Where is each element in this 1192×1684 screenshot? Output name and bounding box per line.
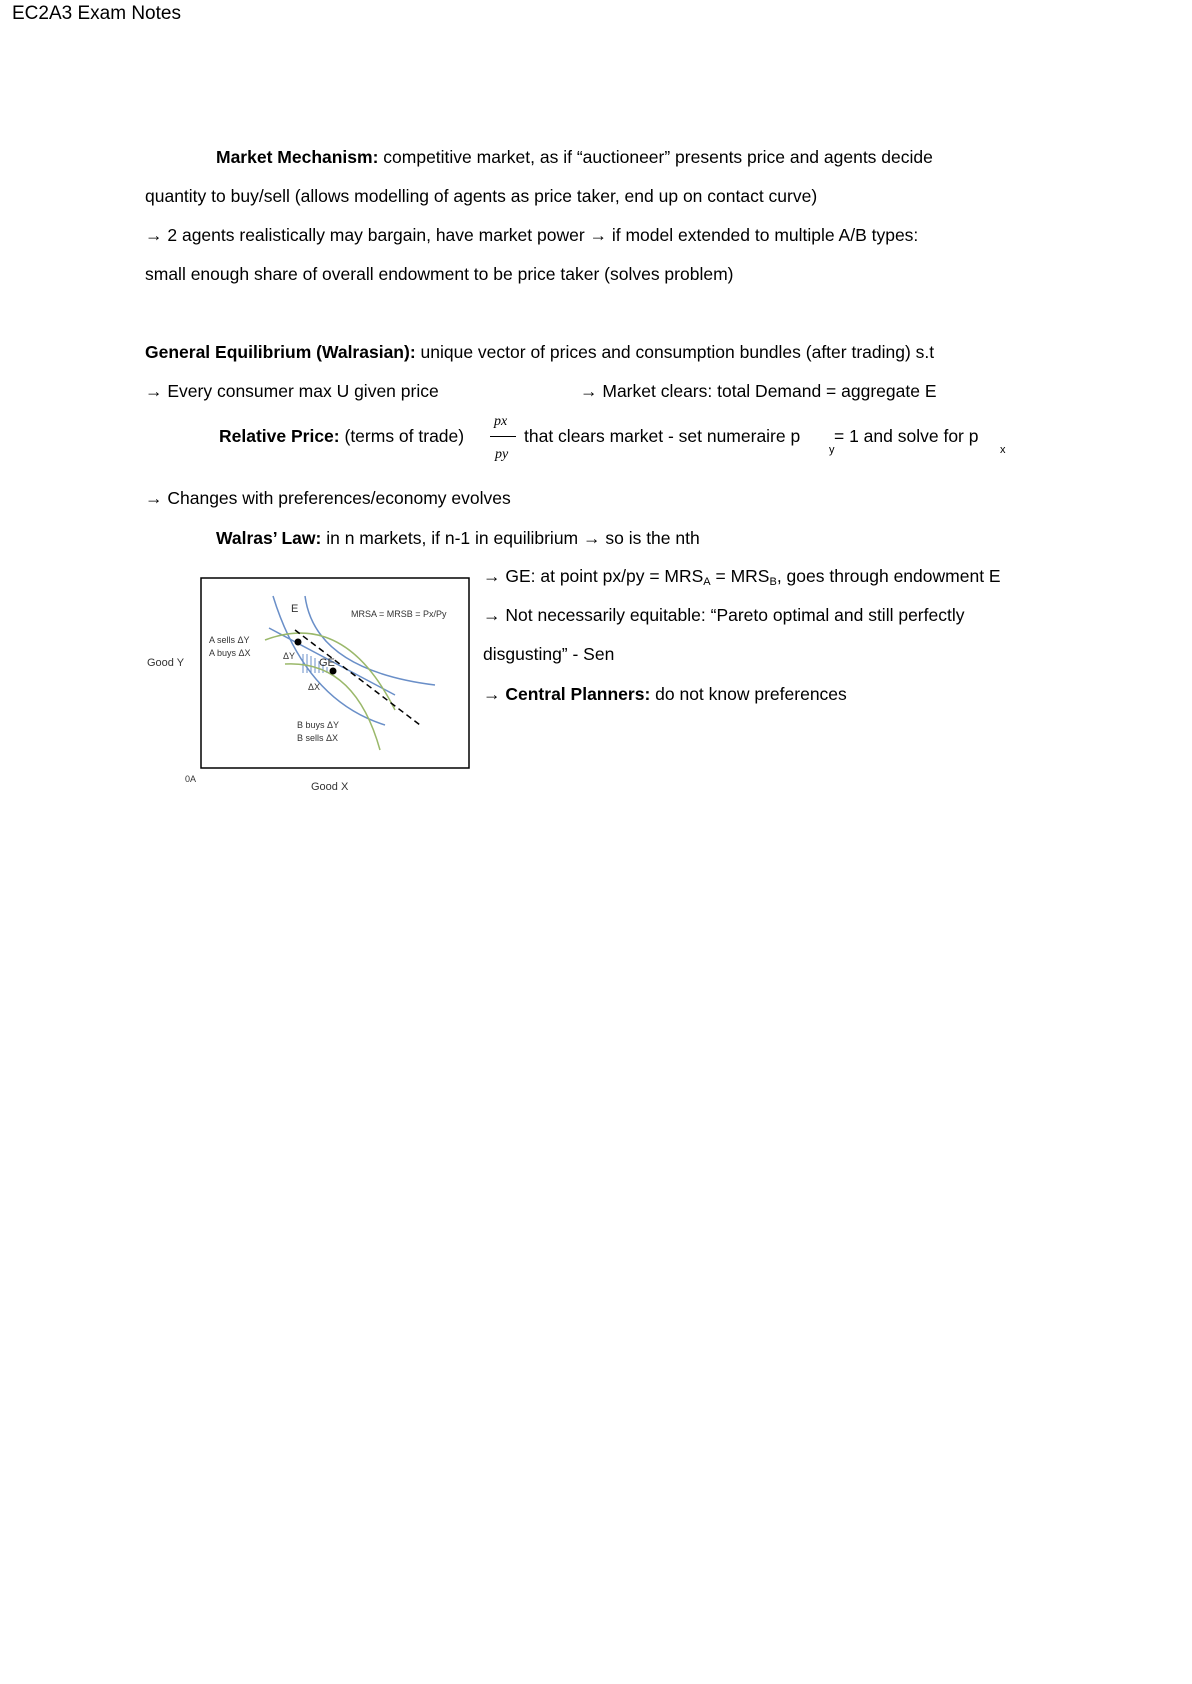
market-mechanism-term: Market Mechanism: bbox=[216, 147, 379, 167]
delta-x-label: ΔX bbox=[308, 682, 321, 692]
general-equilibrium-term: General Equilibrium (Walrasian): bbox=[145, 342, 416, 362]
planners-term: Central Planners: bbox=[505, 684, 651, 704]
b-buys-label: B buys ΔY bbox=[297, 720, 340, 730]
ge-bullet-right: → Market clears: total Demand = aggregate E bbox=[580, 381, 937, 401]
relative-price-mid: = 1 and solve for p bbox=[834, 426, 979, 446]
mrs-label: MRSA = MRSB = Px/Py bbox=[351, 609, 447, 619]
edgeworth-box-svg bbox=[145, 560, 475, 795]
relative-price-label bbox=[219, 425, 464, 447]
fraction-denominator: py bbox=[495, 447, 509, 462]
y-axis-label: Good Y bbox=[147, 657, 185, 669]
relative-price-text: (terms of trade) bbox=[339, 426, 465, 446]
edgeworth-box-figure bbox=[145, 560, 475, 795]
price-ratio-fraction bbox=[490, 414, 516, 466]
endowment-point bbox=[295, 639, 302, 646]
relative-price-term: Relative Price: bbox=[219, 426, 340, 446]
mrs-sub-a: A bbox=[703, 576, 711, 588]
side-note-ge bbox=[483, 565, 1001, 593]
market-mechanism-line4: small enough share of overall endowment to be price taker (solves problem) bbox=[145, 264, 734, 284]
fraction-bar bbox=[490, 436, 516, 437]
a-sells-label: A sells ΔY bbox=[209, 635, 250, 645]
market-mechanism-text: competitive market, as if “auctioneer” presents price and agents decide bbox=[378, 147, 933, 167]
mrs-sub-b: B bbox=[769, 576, 777, 588]
fraction-numerator: px bbox=[494, 414, 508, 429]
delta-y-label: ΔY bbox=[283, 651, 296, 661]
side-note-sen: disgusting” - Sen bbox=[483, 644, 615, 664]
x-axis-label: Good X bbox=[311, 781, 349, 793]
market-mechanism-line2: quantity to buy/sell (allows modelling of agents as price taker, end up on contact curve) bbox=[145, 186, 818, 206]
e-label: E bbox=[291, 603, 299, 615]
general-equilibrium-line1 bbox=[145, 341, 934, 363]
ge-label: GE bbox=[319, 657, 335, 669]
side-note-ge-start: → GE: at point px/py = MRS bbox=[483, 566, 704, 586]
a-buys-label: A buys ΔX bbox=[209, 648, 251, 658]
relative-price-after: that clears market - set numeraire p bbox=[524, 426, 801, 446]
side-note-ge-mid: = MRS bbox=[710, 566, 770, 586]
market-mechanism-line1 bbox=[216, 146, 933, 168]
b-sells-label: B sells ΔX bbox=[297, 733, 339, 743]
origin-a-label: 0A bbox=[185, 774, 197, 784]
side-note-ge-end: , goes through endowment E bbox=[776, 566, 1001, 586]
planners-text: do not know preferences bbox=[650, 684, 847, 704]
planners-arrow: → bbox=[483, 684, 506, 704]
walras-law-term: Walras’ Law: bbox=[216, 528, 322, 548]
subscript-y: y bbox=[829, 444, 835, 456]
general-equilibrium-text: unique vector of prices and consumption bundles (after trading) s.t bbox=[415, 342, 935, 362]
ge-bullet-left: → Every consumer max U given price bbox=[145, 381, 439, 401]
side-note-planners bbox=[483, 683, 847, 705]
page-header-title: EC2A3 Exam Notes bbox=[12, 3, 181, 24]
walras-law-text: in n markets, if n-1 in equilibrium → so is the nth bbox=[321, 528, 700, 548]
walras-law-line bbox=[216, 527, 700, 549]
market-mechanism-line3: → 2 agents realistically may bargain, have market power → if model extended to multiple A/B types: bbox=[145, 225, 919, 245]
side-note-equitable: → Not necessarily equitable: “Pareto optimal and still perfectly bbox=[483, 605, 965, 625]
relative-price-line2: → Changes with preferences/economy evolves bbox=[145, 488, 511, 508]
subscript-x: x bbox=[1000, 444, 1006, 456]
